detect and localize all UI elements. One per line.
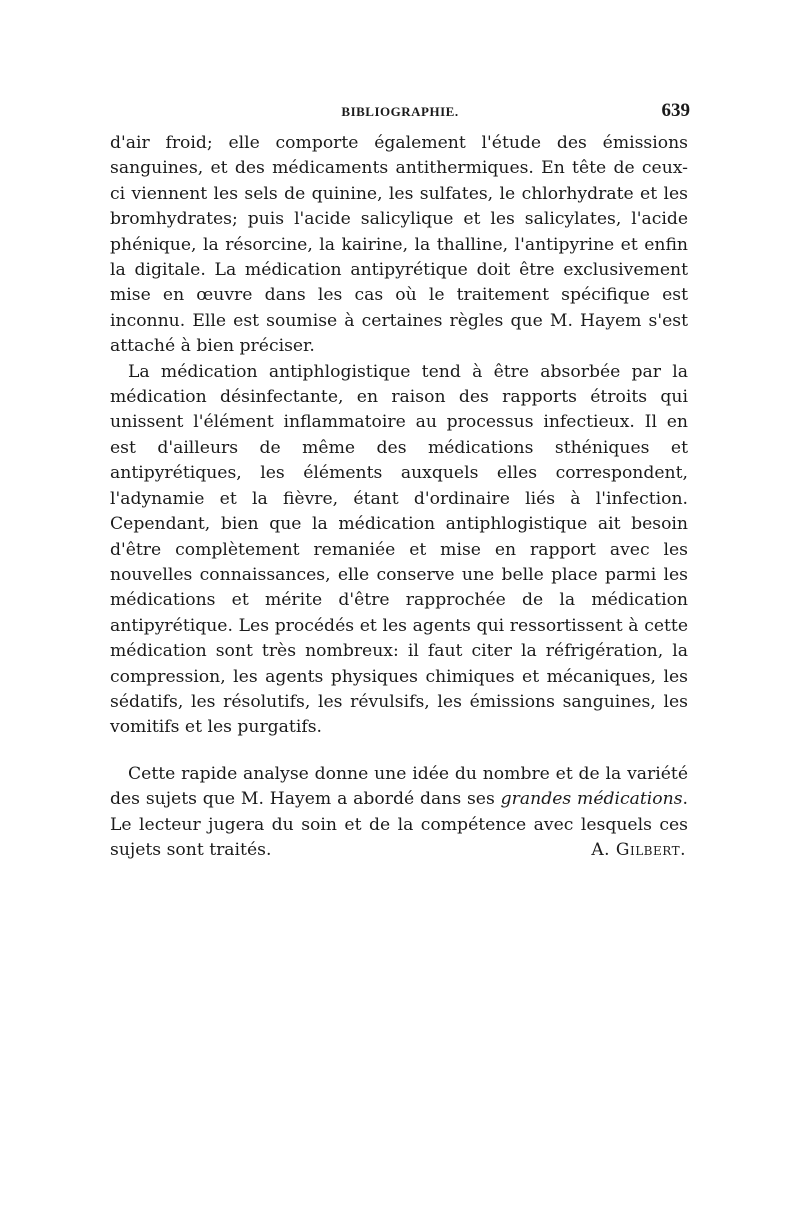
running-head <box>110 100 690 124</box>
page-number: 639 <box>661 100 690 121</box>
closing-text-after: . Le lecteur jugera du soin et de la compétence avec lesquels ces sujets sont traités. <box>110 789 688 860</box>
paragraph-antiphlogistic: La médication antiphlogistique tend à être absorbée par la médication désinfectante, en raison des rapports étroits qui unissent l'élément inflammatoire au processus infectieux. Il en est d'ailleurs de même des médications sthéniques et antipyrétiques, les éléments auxquels elles correspondent, l'adynamie et la fièvre, étant d'ordinaire liés à l'infection. Cependant, bien que la médication antiphlogistique ait besoin d'être complètement remaniée et mise en rapport avec les nouvelles connaissances, elle conserve une belle place parmi les médications et mérite d'être rapprochée de la médication antipyrétique. Les procédés et les agents qui ressortissent à cette médication sont très nombreux: il faut citer la réfrigération, la compression, les agents physiques chimiques et mécaniques, les sédatifs, les résolutifs, les révulsifs, les émissions sanguines, les vomitifs et les purgatifs. <box>110 361 688 738</box>
body-text <box>110 131 688 863</box>
paragraph-continued: d'air froid; elle comporte également l'étude des émissions sanguines, et des médicaments antithermiques. En tête de ceux-ci viennent les sels de quinine, les sulfates, le chlorhydrate et les bromhydrates; puis l'acide salicylique et les salicylates, l'acide phénique, la résorcine, la kairine, la thalline, l'antipyrine et enfin la digitale. La médication antipyrétique doit être exclusivement mise en œuvre dans les cas où le traitement spécifique est inconnu. Elle est soumise à certaines règles que M. Hayem s'est attaché à bien préciser. <box>110 133 688 357</box>
closing-text-before: Cette rapide analyse donne une idée du nombre et de la variété des sujets que M. Hayem a abordé dans ses <box>110 763 688 810</box>
author-signature: A. Gilbert. <box>591 839 686 860</box>
paragraph-closing <box>110 762 688 864</box>
closing-italic-title: grandes médications <box>500 789 683 810</box>
running-title: BIBLIOGRAPHIE. <box>341 104 459 119</box>
